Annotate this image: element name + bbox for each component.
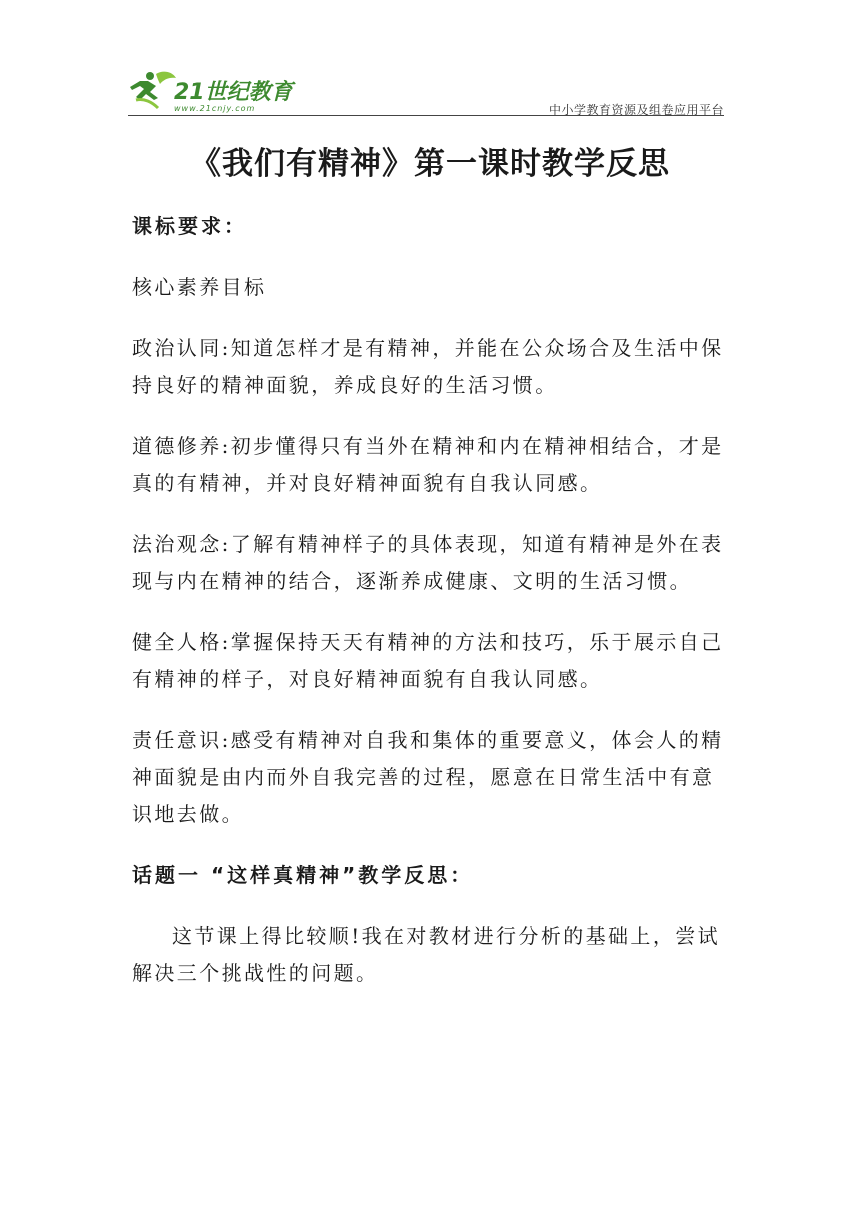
competency-item: 健全人格:掌握保持天天有精神的方法和技巧，乐于展示自己有精神的样子，对良好精神面貌有自我认同感。 xyxy=(132,630,724,691)
section-heading-topic-one: 话题一 “这样真精神”教学反思： xyxy=(132,863,474,887)
competency-item: 法治观念:了解有精神样子的具体表现，知道有精神是外在表现与内在精神的结合，逐渐养成健康、文明的生活习惯。 xyxy=(132,532,724,593)
competency-item: 政治认同:知道怎样才是有精神，并能在公众场合及生活中保持良好的精神面貌，养成良好的生活习惯。 xyxy=(132,336,724,397)
body-paragraph: 这节课上得比较顺!我在对教材进行分析的基础上，尝试解决三个挑战性的问题。 xyxy=(132,924,721,985)
document-body xyxy=(132,208,732,1016)
logo-url: www.21cnjy.com xyxy=(174,104,256,113)
runner-logo-icon xyxy=(128,68,298,114)
competency-item: 道德修养:初步懂得只有当外在精神和内在精神相结合，才是真的有精神，并对良好精神面貌有自我认同感。 xyxy=(132,434,724,495)
section-heading-curriculum: 课标要求： xyxy=(132,214,247,238)
page-header xyxy=(128,68,724,116)
header-tagline: 中小学教育资源及组卷应用平台 xyxy=(548,103,724,117)
document-title: 《我们有精神》第一课时教学反思 xyxy=(190,146,670,182)
logo-text: 21世纪教育 xyxy=(174,80,293,105)
header-divider xyxy=(128,115,724,116)
competency-item: 责任意识:感受有精神对自我和集体的重要意义，体会人的精神面貌是由内而外自我完善的过程，愿意在日常生活中有意识地去做。 xyxy=(132,728,724,826)
core-competency-label: 核心素养目标 xyxy=(132,275,267,299)
site-logo xyxy=(128,68,298,114)
